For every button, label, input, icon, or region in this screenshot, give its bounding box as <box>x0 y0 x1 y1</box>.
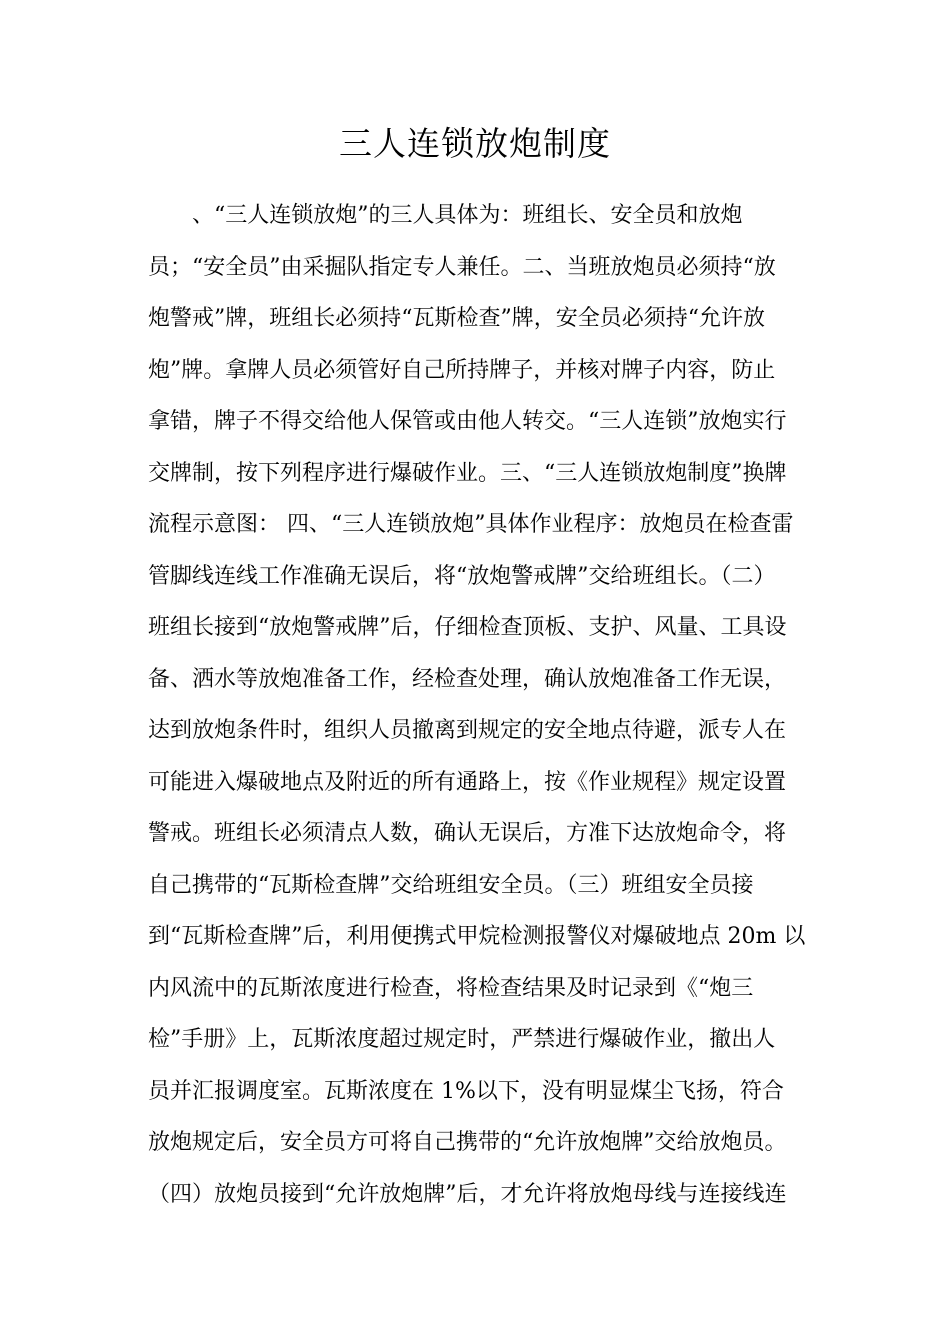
paragraph-line: 自己携带的“瓦斯检查牌”交给班组安全员。（三）班组安全员接 <box>148 872 754 898</box>
document-body <box>148 190 808 1220</box>
paragraph-line: 员；“安全员”由采掘队指定专人兼任。二、当班放炮员必须持“放 <box>148 254 776 280</box>
paragraph-line: 检”手册》上，瓦斯浓度超过规定时，严禁进行爆破作业，撤出人 <box>148 1027 776 1052</box>
paragraph-line: 备、洒水等放炮准备工作，经检查处理，确认放炮准备工作无误， <box>148 666 787 692</box>
paragraph-line: 流程示意图： 四、“三人连锁放炮”具体作业程序：放炮员在检查雷 <box>148 512 794 537</box>
paragraph-line: 、“三人连锁放炮”的三人具体为：班组长、安全员和放炮 <box>192 203 743 228</box>
paragraph-line: 达到放炮条件时，组织人员撤离到规定的安全地点待避，派专人在 <box>148 718 787 743</box>
paragraph-line: 班组长接到“放炮警戒牌”后，仔细检查顶板、支护、风量、工具设 <box>148 615 787 640</box>
paragraph-line: 管脚线连线工作准确无误后，将“放炮警戒牌”交给班组长。（二） <box>148 563 776 589</box>
paragraph-line: 炮警戒”牌，班组长必须持“瓦斯检查”牌，安全员必须持“允许放 <box>148 306 765 331</box>
paragraph-line: （四）放炮员接到“允许放炮牌”后，才允许将放炮母线与连接线连 <box>148 1181 787 1207</box>
paragraph-line: 内风流中的瓦斯浓度进行检查，将检查结果及时记录到《“炮三 <box>148 975 754 1001</box>
paragraph-line: 警戒。班组长必须清点人数，确认无误后，方准下达放炮命令，将 <box>148 821 787 846</box>
document-title: 三人连锁放炮制度 <box>339 124 611 163</box>
paragraph-line: 放炮规定后，安全员方可将自己携带的“允许放炮牌”交给放炮员。 <box>148 1130 787 1155</box>
paragraph-line: 拿错，牌子不得交给他人保管或由他人转交。“三人连锁”放炮实行 <box>148 409 787 434</box>
paragraph-line: 到“瓦斯检查牌”后，利用便携式甲烷检测报警仪对爆破地点 20m 以 <box>148 924 806 949</box>
paragraph-line: 炮”牌。拿牌人员必须管好自己所持牌子，并核对牌子内容，防止 <box>148 357 776 383</box>
paragraph-line: 员并汇报调度室。瓦斯浓度在 1%以下，没有明显煤尘飞扬，符合 <box>148 1078 784 1104</box>
paragraph-line: 可能进入爆破地点及附近的所有通路上，按《作业规程》规定设置 <box>148 769 787 795</box>
paragraph-line: 交牌制，按下列程序进行爆破作业。三、“三人连锁放炮制度”换牌 <box>148 460 787 486</box>
